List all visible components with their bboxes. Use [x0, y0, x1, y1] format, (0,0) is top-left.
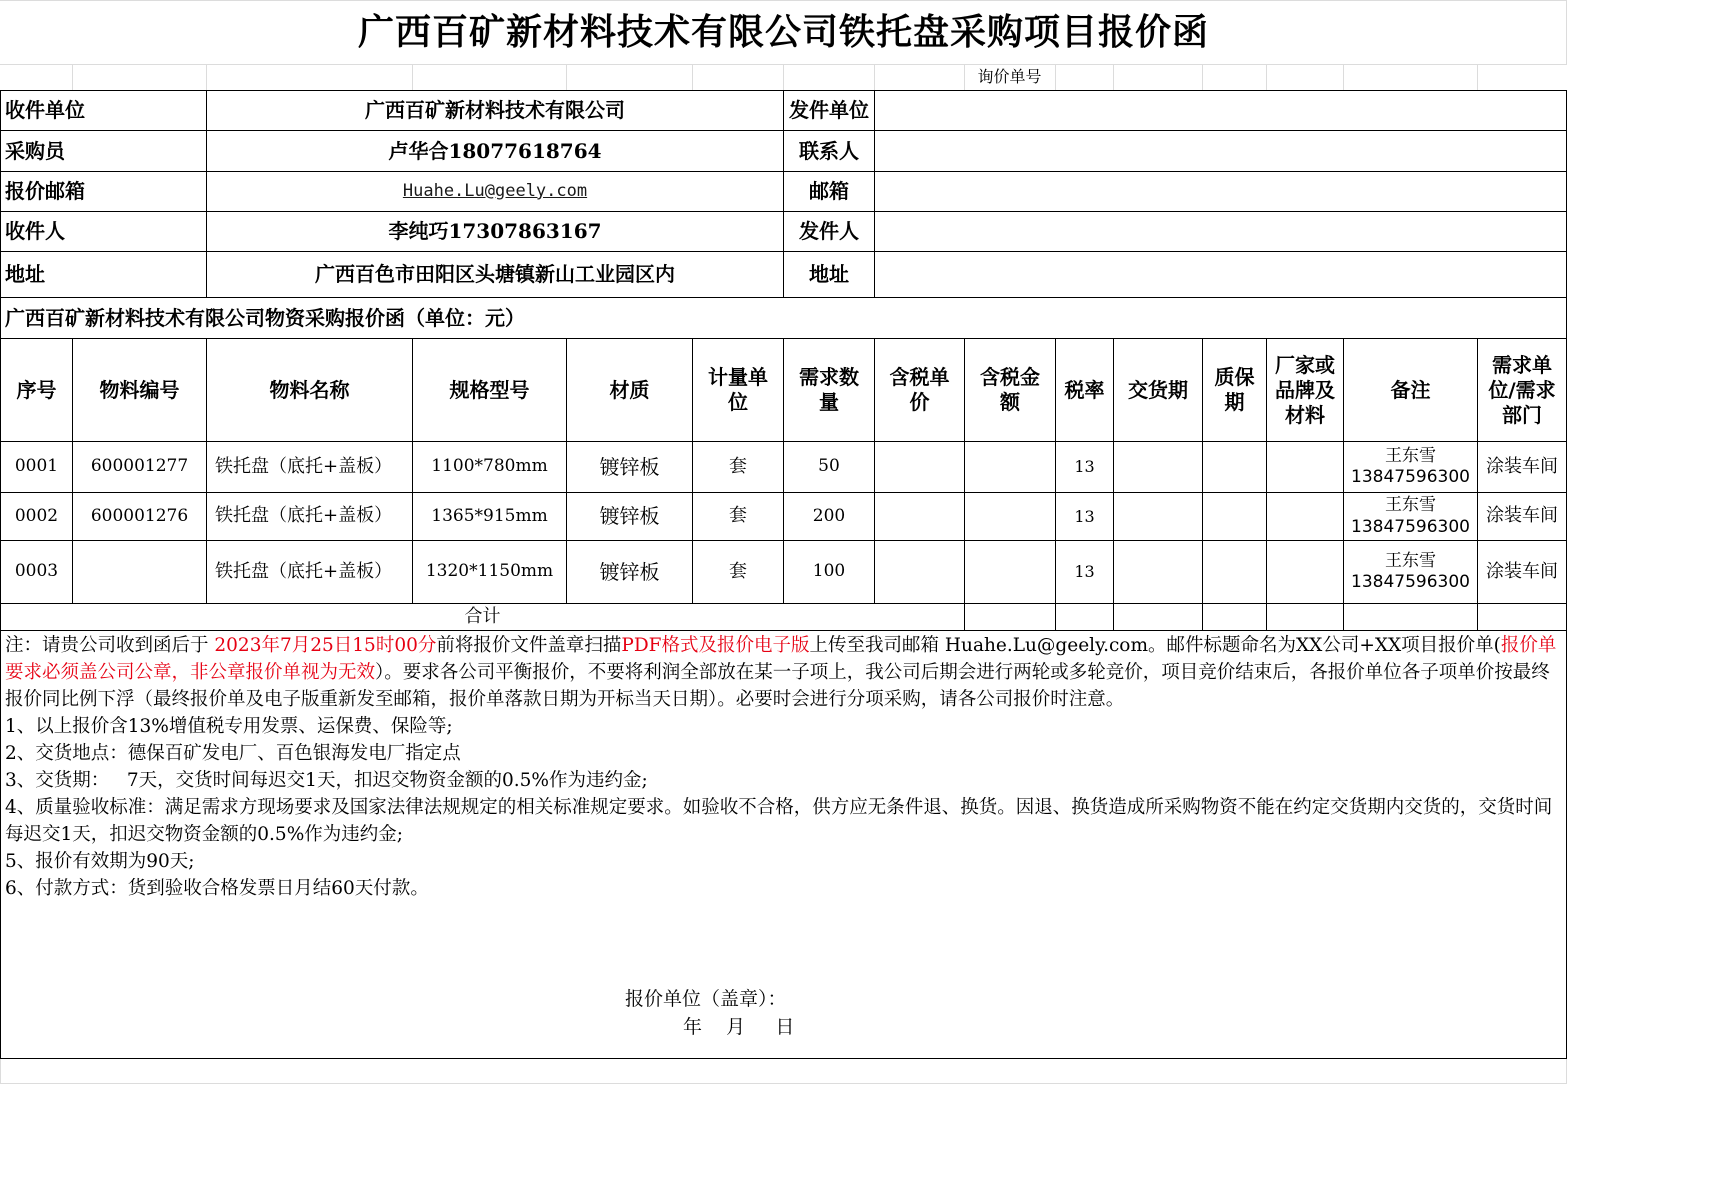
row2-unit: 套 — [729, 505, 747, 527]
quote-email-link[interactable]: Huahe.Lu@geely.com — [402, 180, 588, 201]
notes-intro: 注：请贵公司收到函后于 2023年7月25日15时00分前将报价文件盖章扫描PDF格式及报价电子版上传至我司邮箱 Huahe.Lu@geely.com。邮件标题命名为XX公司+XX项目报价单(报价单要求必须盖公司公章，非公章报价单视为无效）。要求各公司平衡报价，不要将利润全部放在某一子项上，我公司后期会进行两轮或多轮竞价，项目竞价结束后，各报价单位各子项单价按最终报价同比例下浮（最终报价单及电子版重新发至邮箱，报价单落款日期为开标当天日期）。必要时会进行分项采购，请各公司报价时注意。 — [5, 635, 1557, 710]
row1-tax: 13 — [1074, 457, 1095, 476]
row3-dept: 涂装车间 — [1486, 560, 1558, 582]
row2-code: 600001276 — [90, 505, 189, 526]
row3-qty: 100 — [812, 561, 846, 582]
contact-label: 联系人 — [799, 138, 859, 163]
header-spec: 规格型号 — [449, 377, 530, 402]
row3-no: 0003 — [14, 561, 59, 582]
note-item-1: 1、以上报价含13%增值税专用发票、运保费、保险等; — [5, 716, 453, 737]
sender-label: 发件人 — [799, 219, 859, 243]
row2-unit-price[interactable] — [875, 493, 964, 540]
address-label: 地址 — [5, 262, 45, 286]
row3-amount[interactable] — [965, 541, 1055, 603]
header-unit: 计量单位 — [708, 365, 768, 414]
email-label: 邮箱 — [809, 179, 849, 203]
buyer-value: 卢华合18077618764 — [388, 138, 602, 163]
row1-material: 镀锌板 — [599, 454, 660, 479]
send-unit-label: 发件单位 — [789, 98, 869, 122]
header-amount: 含税金额 — [980, 365, 1040, 414]
row3-code — [73, 541, 206, 603]
row3-name: 铁托盘（底托+盖板） — [215, 560, 393, 582]
inquiry-number-label: 询价单号 — [977, 67, 1042, 86]
header-brand: 厂家或品牌及材料 — [1275, 352, 1335, 427]
header-dept: 需求单位/需求部门 — [1488, 352, 1556, 427]
row2-tax: 13 — [1074, 506, 1095, 526]
row1-amount[interactable] — [965, 442, 1055, 492]
row2-no: 0002 — [14, 505, 59, 526]
note-item-3: 3、交货期： 7天，交货时间每迟交1天，扣迟交物资金额的0.5%作为违约金; — [5, 770, 648, 791]
signature-label: 报价单位（盖章）： — [625, 988, 787, 1011]
row3-tax: 13 — [1074, 562, 1095, 581]
sender-value[interactable] — [875, 212, 1566, 251]
header-delivery: 交货期 — [1128, 377, 1188, 402]
row2-amount[interactable] — [965, 493, 1055, 540]
row1-remark: 王东雪 13847596300 — [1351, 445, 1470, 487]
row1-unit-price[interactable] — [875, 442, 964, 492]
row3-material: 镀锌板 — [599, 559, 660, 584]
address-value: 广西百色市田阳区头塘镇新山工业园区内 — [315, 262, 675, 286]
header-tax-rate: 税率 — [1064, 377, 1105, 402]
header-material: 材质 — [609, 377, 650, 402]
row1-spec: 1100*780mm — [431, 456, 548, 477]
row3-remark: 王东雪 13847596300 — [1351, 550, 1470, 592]
send-unit-value[interactable] — [875, 91, 1566, 130]
quote-email-label: 报价邮箱 — [5, 179, 85, 203]
row2-name: 铁托盘（底托+盖板） — [215, 505, 393, 527]
email-value[interactable] — [875, 172, 1566, 211]
recv-unit-value: 广西百矿新材料技术有限公司 — [365, 98, 625, 122]
buyer-label: 采购员 — [5, 138, 65, 163]
header-warranty: 质保期 — [1214, 365, 1255, 414]
row2-qty: 200 — [812, 505, 846, 526]
date-line: 年 月 日 — [683, 1016, 795, 1039]
sender-address-label: 地址 — [809, 262, 849, 286]
header-no: 序号 — [16, 377, 57, 402]
total-label: 合计 — [464, 605, 501, 627]
quote-email-value[interactable] — [207, 172, 783, 211]
receiver-label: 收件人 — [5, 219, 65, 243]
section-title: 广西百矿新材料技术有限公司物资采购报价函（单位：元） — [5, 305, 525, 330]
contact-value[interactable] — [875, 131, 1566, 171]
header-remark: 备注 — [1390, 377, 1431, 402]
row3-unit-price[interactable] — [875, 541, 964, 603]
row2-spec: 1365*915mm — [431, 505, 548, 526]
sender-address-value[interactable] — [875, 252, 1566, 297]
row1-unit: 套 — [729, 455, 747, 477]
document-title: 广西百矿新材料技术有限公司铁托盘采购项目报价函 — [357, 10, 1209, 53]
row1-name: 铁托盘（底托+盖板） — [215, 455, 393, 477]
recv-unit-label: 收件单位 — [5, 98, 85, 122]
receiver-value: 李纯巧17307863167 — [388, 219, 602, 243]
row2-remark: 王东雪 13847596300 — [1351, 495, 1470, 537]
header-qty: 需求数量 — [799, 365, 859, 414]
header-name: 物料名称 — [269, 377, 350, 402]
row3-unit: 套 — [729, 560, 747, 582]
row2-dept: 涂装车间 — [1486, 505, 1558, 527]
row1-dept: 涂装车间 — [1486, 455, 1558, 477]
row1-no: 0001 — [14, 456, 59, 477]
row1-code: 600001277 — [90, 456, 189, 477]
note-item-2: 2、交货地点：德保百矿发电厂、百色银海发电厂指定点 — [5, 743, 461, 764]
note-item-5: 5、报价有效期为90天; — [5, 851, 195, 872]
row2-material: 镀锌板 — [599, 504, 660, 528]
note-item-6: 6、付款方式：货到验收合格发票日月结60天付款。 — [5, 878, 429, 899]
row1-qty: 50 — [818, 456, 840, 477]
row3-spec: 1320*1150mm — [425, 561, 554, 582]
note-item-4: 4、质量验收标准：满足需求方现场要求及国家法律法规规定的相关标准规定要求。如验收不合格，供方应无条件退、换货。因退、换货造成所采购物资不能在约定交货期内交货的，交货时间每迟交1天，扣迟交物资金额的0.5%作为违约金; — [5, 797, 1553, 845]
header-unit-price: 含税单价 — [889, 365, 950, 414]
header-code: 物料编号 — [99, 377, 180, 402]
notes-block — [5, 632, 1560, 902]
